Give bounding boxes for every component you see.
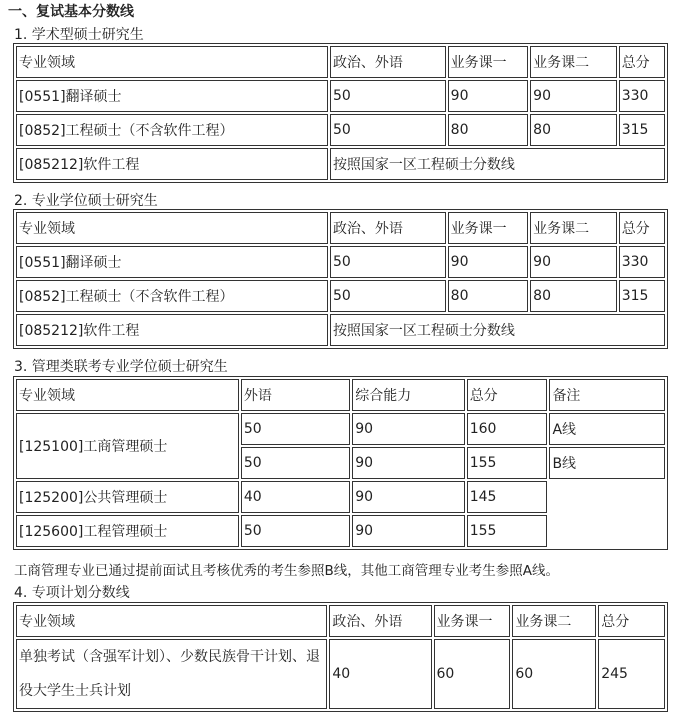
- header-field: 专业领域: [16, 379, 239, 411]
- score-cell: 50: [241, 413, 350, 445]
- section-3-title: 3. 管理类联考专业学位硕士研究生: [14, 359, 228, 375]
- total-cell: 155: [467, 515, 548, 547]
- section-1-title: 1. 学术型硕士研究生: [14, 27, 144, 43]
- field-cell: [0852]工程硕士（不含软件工程）: [16, 280, 328, 312]
- score-cell: 90: [352, 447, 464, 479]
- total-cell: 145: [467, 481, 548, 513]
- table-header-row: [16, 379, 665, 411]
- field-cell: [0852]工程硕士（不含软件工程）: [16, 114, 328, 146]
- score-cell: 40: [329, 639, 431, 709]
- header-ability: 综合能力: [352, 379, 464, 411]
- header-course-1: 业务课一: [448, 46, 529, 78]
- header-remark: 备注: [549, 379, 665, 411]
- table-header-row: [16, 46, 665, 78]
- header-politics-foreign: 政治、外语: [330, 212, 446, 244]
- score-cell: 50: [330, 114, 446, 146]
- professional-master-table: [13, 209, 668, 349]
- header-politics-foreign: 政治、外语: [329, 605, 431, 637]
- table-row: [16, 114, 665, 146]
- remark-cell: B线: [549, 447, 665, 479]
- field-cell: [125600]工程管理硕士: [16, 515, 239, 547]
- total-cell: 330: [619, 246, 665, 278]
- header-course-1: 业务课一: [448, 212, 529, 244]
- header-total: 总分: [467, 379, 548, 411]
- section-2-title: 2. 专业学位硕士研究生: [14, 193, 158, 209]
- header-course-1: 业务课一: [434, 605, 511, 637]
- total-cell: 245: [598, 639, 665, 709]
- header-field: 专业领域: [16, 212, 328, 244]
- score-cell: 90: [448, 246, 529, 278]
- field-cell: [085212]软件工程: [16, 314, 328, 346]
- remark-cell: A线: [549, 413, 665, 445]
- table-row: [16, 80, 665, 112]
- score-cell: 60: [434, 639, 511, 709]
- score-cell: 90: [352, 515, 464, 547]
- empty-cell: [549, 515, 665, 547]
- field-cell: [125100]工商管理硕士: [16, 413, 239, 479]
- score-cell: 80: [530, 280, 617, 312]
- score-cell: 40: [241, 481, 350, 513]
- header-politics-foreign: 政治、外语: [330, 46, 446, 78]
- score-cell: 50: [330, 246, 446, 278]
- table-row: [16, 515, 665, 547]
- table-row: [16, 280, 665, 312]
- table-header-row: [16, 212, 665, 244]
- total-cell: 155: [467, 447, 548, 479]
- table-row: [16, 413, 665, 445]
- table-row: [16, 314, 665, 346]
- management-note: 工商管理专业已通过提前面试且考核优秀的考生参照B线，其他工商管理专业考生参照A线。: [14, 563, 559, 579]
- score-cell: 50: [330, 280, 446, 312]
- score-cell: 90: [352, 481, 464, 513]
- header-field: 专业领域: [16, 46, 328, 78]
- table-row: [16, 148, 665, 180]
- special-plan-table: [13, 602, 668, 712]
- table-row: [16, 639, 665, 709]
- total-cell: 315: [619, 280, 665, 312]
- field-cell: [085212]软件工程: [16, 148, 328, 180]
- academic-master-table: [13, 43, 668, 183]
- section-4-title: 4. 专项计划分数线: [14, 585, 130, 601]
- table-row: [16, 246, 665, 278]
- header-foreign: 外语: [241, 379, 350, 411]
- total-cell: 160: [467, 413, 548, 445]
- empty-cell: [549, 481, 665, 513]
- header-total: 总分: [619, 46, 665, 78]
- field-cell: [125200]公共管理硕士: [16, 481, 239, 513]
- field-cell: [0551]翻译硕士: [16, 80, 328, 112]
- score-cell: 90: [448, 80, 529, 112]
- header-course-2: 业务课二: [530, 212, 617, 244]
- management-master-table: [13, 376, 668, 550]
- header-total: 总分: [619, 212, 665, 244]
- score-cell: 80: [530, 114, 617, 146]
- table-header-row: [16, 605, 665, 637]
- total-cell: 330: [619, 80, 665, 112]
- score-cell: 90: [530, 246, 617, 278]
- header-course-2: 业务课二: [512, 605, 596, 637]
- header-field: 专业领域: [16, 605, 327, 637]
- score-cell: 60: [512, 639, 596, 709]
- score-cell: 80: [448, 114, 529, 146]
- header-course-2: 业务课二: [530, 46, 617, 78]
- header-total: 总分: [598, 605, 665, 637]
- score-cell: 50: [241, 515, 350, 547]
- score-cell: 80: [448, 280, 529, 312]
- score-cell: 90: [352, 413, 464, 445]
- score-cell: 50: [330, 80, 446, 112]
- score-cell: 50: [241, 447, 350, 479]
- table-row: [16, 481, 665, 513]
- field-cell: 单独考试（含强军计划）、少数民族骨干计划、退役大学生士兵计划: [16, 639, 327, 709]
- note-cell: 按照国家一区工程硕士分数线: [330, 314, 665, 346]
- note-cell: 按照国家一区工程硕士分数线: [330, 148, 665, 180]
- page-heading: 一、复试基本分数线: [8, 4, 134, 20]
- score-cell: 90: [530, 80, 617, 112]
- field-cell: [0551]翻译硕士: [16, 246, 328, 278]
- total-cell: 315: [619, 114, 665, 146]
